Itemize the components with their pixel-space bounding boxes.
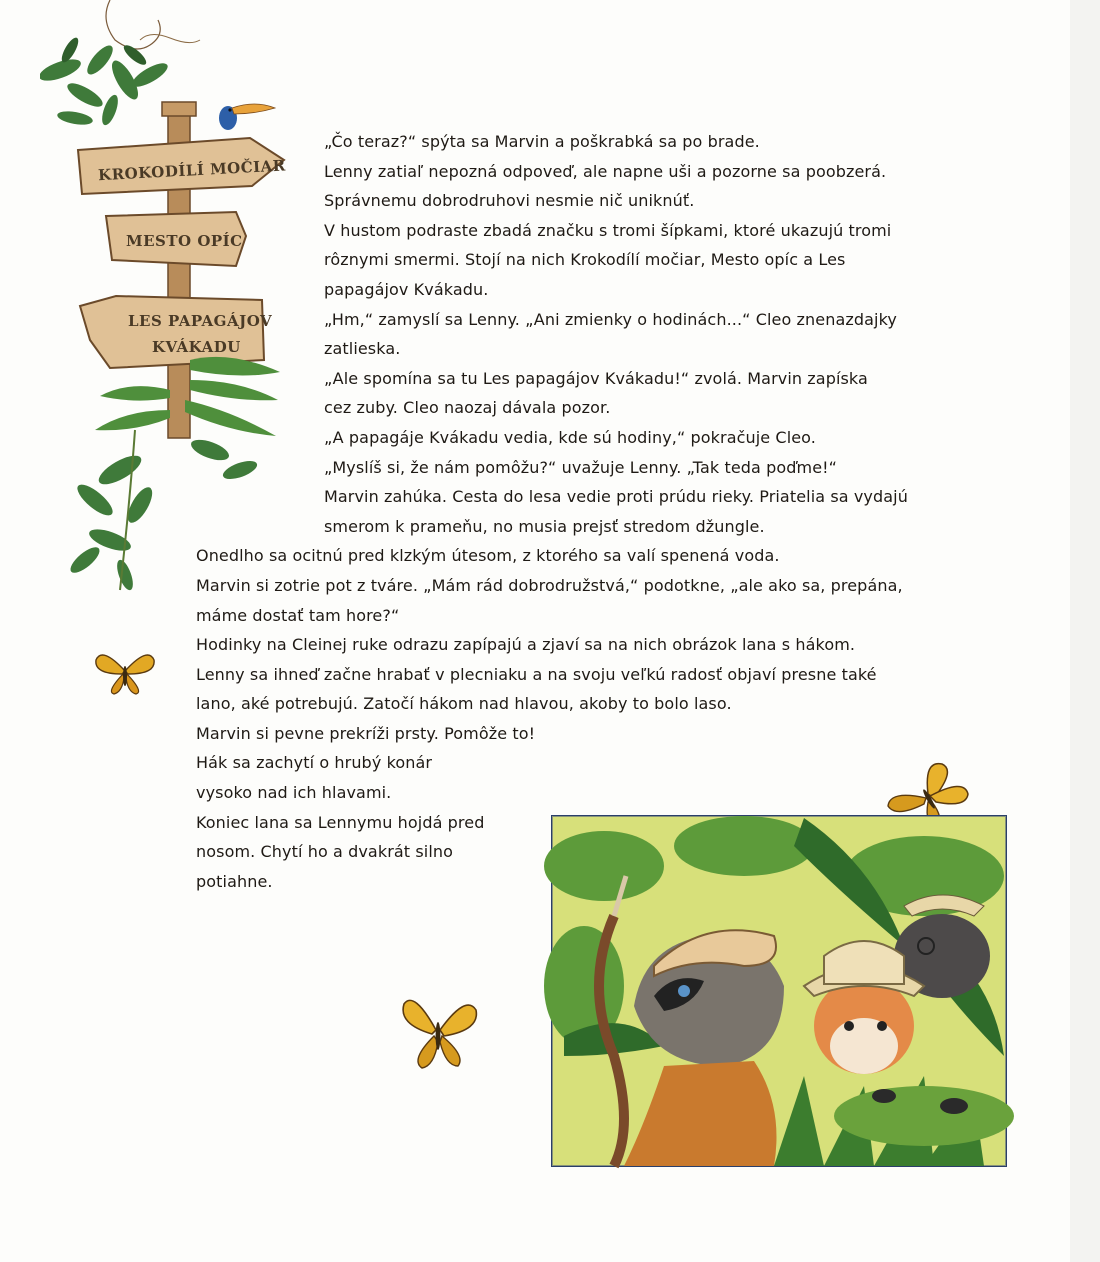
story-line: V hustom podraste zbadá značku s tromi šípkami, ktoré ukazujú tromi — [324, 220, 892, 240]
story-line: „Hm,“ zamyslí sa Lenny. „Ani zmienky o hodinách...“ Cleo znenazdajky — [324, 309, 897, 329]
story-line: cez zuby. Cleo naozaj dávala pozor. — [324, 398, 611, 418]
story-line: Lenny sa ihneď začne hrabať v plecniaku a na svoju veľkú radosť objaví presne také — [196, 664, 877, 684]
story-line: Lenny zatiaľ nepozná odpoveď, ale napne uši a pozorne sa poobzerá. — [324, 161, 887, 181]
story-line: lano, aké potrebujú. Zatočí hákom nad hlavou, akoby to bolo laso. — [196, 694, 732, 714]
sign-label-crocodile-swamp: KROKODÍLÍ MOČIAR — [97, 156, 287, 185]
story-line: smerom k prameňu, no musia prejsť stredom džungle. — [324, 516, 765, 536]
jungle-scene-illustration — [544, 806, 1014, 1176]
story-line: Správnemu dobrodruhovi nesmie nič uniknúť. — [324, 191, 695, 211]
story-line: Marvin si zotrie pot z tváre. „Mám rád dobrodružstvá,“ podotkne, „ale ako sa, prepána, — [196, 575, 903, 595]
story-line: „Čo teraz?“ spýta sa Marvin a poškrabká sa po brade. — [324, 132, 760, 151]
story-line: Koniec lana sa Lennymu hojdá pred — [196, 812, 485, 832]
story-line: Marvin zahúka. Cesta do lesa vedie proti prúdu rieky. Priatelia sa vydajú — [324, 487, 908, 507]
story-line: Hodinky na Cleinej ruke odrazu zapípajú a zjaví sa na nich obrázok lana s hákom. — [196, 635, 856, 655]
story-line: Marvin si pevne prekríži prsty. Pomôže to! — [196, 723, 536, 743]
story-line: „Myslíš si, že nám pomôžu?“ uvažuje Lenny. „Tak teda poďme!“ — [324, 457, 838, 477]
story-line: Hák sa zachytí o hrubý konár — [196, 753, 433, 773]
story-line: „Ale spomína sa tu Les papagájov Kvákadu!“ zvolá. Marvin zapíska — [324, 368, 868, 388]
sign-label-monkey-town: MESTO OPÍC — [126, 232, 243, 250]
sign-label-parrot-forest: LES PAPAGÁJOV — [128, 312, 273, 330]
story-line: nosom. Chytí ho a dvakrát silno — [196, 842, 453, 862]
story-line: rôznymi smermi. Stojí na nich Krokodílí močiar, Mesto opíc a Les — [324, 250, 846, 270]
story-line: potiahne. — [196, 871, 273, 891]
story-line: vysoko nad ich hlavami. — [196, 783, 392, 803]
butterfly-icon — [396, 990, 480, 1072]
page-edge — [1070, 0, 1100, 1262]
story-line: zatlieska. — [324, 339, 401, 359]
butterfly-icon — [92, 644, 158, 698]
story-line: máme dostať tam hore?“ — [196, 605, 400, 625]
story-line: „A papagáje Kvákadu vedia, kde sú hodiny,“ pokračuje Cleo. — [324, 427, 816, 447]
story-line: Onedlho sa ocitnú pred klzkým útesom, z ktorého sa valí spenená voda. — [196, 546, 780, 566]
story-line: papagájov Kvákadu. — [324, 279, 489, 299]
story-text — [196, 127, 956, 896]
sign-label-kvakadu: KVÁKADU — [152, 338, 241, 356]
